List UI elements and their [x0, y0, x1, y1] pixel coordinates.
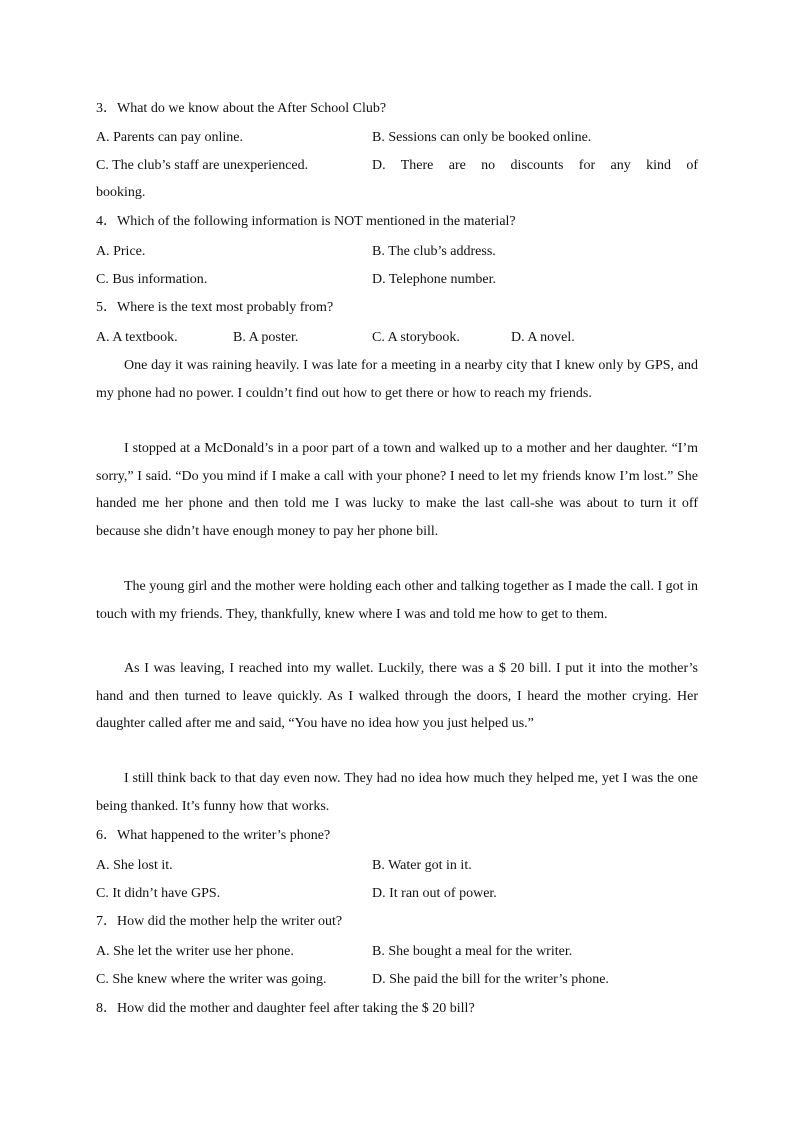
passage-paragraph-1-text: One day it was raining heavily. I was late for a meeting in a nearby city that I knew only by GPS, and my phone had no power. I couldn’t find out how to get there or how to reach my friends. — [96, 358, 698, 401]
question-5-option-b: B. A poster. — [233, 330, 299, 345]
passage-paragraph-4-text: As I was leaving, I reached into my wallet. Luckily, there was a $ 20 bill. I put it into the mother’s hand and then turned to leave quickly. As I walked through the doors, I heard the mother crying. Her daughter called after me and said, “You have no idea how you just helped us.” — [96, 661, 698, 731]
question-6-option-a: A. She lost it. — [96, 858, 173, 873]
question-7-option-b: B. She bought a meal for the writer. — [372, 944, 573, 959]
question-4-option-b: B. The club’s address. — [372, 244, 496, 259]
question-3-option-d: D. There are no discounts for any kind of — [372, 158, 698, 173]
question-4-stem: 4．Which of the following information is NOT mentioned in the material? — [96, 214, 516, 229]
passage-paragraph-3 — [96, 573, 698, 628]
question-4-option-c: C. Bus information. — [96, 272, 208, 287]
passage-paragraph-2-text: I stopped at a McDonald’s in a poor part of a town and walked up to a mother and her daughter. “I’m sorry,” I said. “Do you mind if I make a call with your phone? I need to let my friends know I’m lost.” She handed me her phone and then told me I was lucky to make the last call-she was about to turn it off because she didn’t have enough money to pay her phone bill. — [96, 441, 698, 539]
passage-paragraph-3-text: The young girl and the mother were holding each other and talking together as I made the call. I got in touch with my friends. They, thankfully, knew where I was and told me how to get to them. — [96, 579, 698, 622]
passage-paragraph-5 — [96, 765, 698, 820]
question-6-option-d: D. It ran out of power. — [372, 886, 497, 901]
question-8-stem: 8．How did the mother and daughter feel after taking the $ 20 bill? — [96, 1001, 475, 1016]
question-3-option-c: C. The club’s staff are unexperienced. — [96, 158, 309, 173]
question-6-option-b: B. Water got in it. — [372, 858, 472, 873]
passage-paragraph-2 — [96, 435, 698, 545]
question-7-option-d: D. She paid the bill for the writer’s phone. — [372, 972, 609, 987]
question-5-option-a: A. A textbook. — [96, 330, 178, 345]
question-3-option-d-continued: booking. — [96, 185, 146, 200]
question-5-stem: 5．Where is the text most probably from? — [96, 300, 334, 315]
question-7-option-a: A. She let the writer use her phone. — [96, 944, 294, 959]
passage-paragraph-1 — [96, 352, 698, 407]
question-5-option-d: D. A novel. — [511, 330, 575, 345]
question-4-option-a: A. Price. — [96, 244, 146, 259]
passage-paragraph-5-text: I still think back to that day even now. They had no idea how much they helped me, yet I was the one being thanked. It’s funny how that works. — [96, 771, 698, 814]
question-7-option-c: C. She knew where the writer was going. — [96, 972, 327, 987]
question-3-option-b: B. Sessions can only be booked online. — [372, 130, 592, 145]
question-5-option-c: C. A storybook. — [372, 330, 460, 345]
question-3-stem: 3．What do we know about the After School Club? — [96, 101, 387, 116]
question-6-option-c: C. It didn’t have GPS. — [96, 886, 221, 901]
question-7-stem: 7．How did the mother help the writer out? — [96, 914, 343, 929]
passage-paragraph-4 — [96, 655, 698, 738]
question-4-option-d: D. Telephone number. — [372, 272, 496, 287]
question-3-option-a: A. Parents can pay online. — [96, 130, 243, 145]
question-6-stem: 6．What happened to the writer’s phone? — [96, 828, 331, 843]
